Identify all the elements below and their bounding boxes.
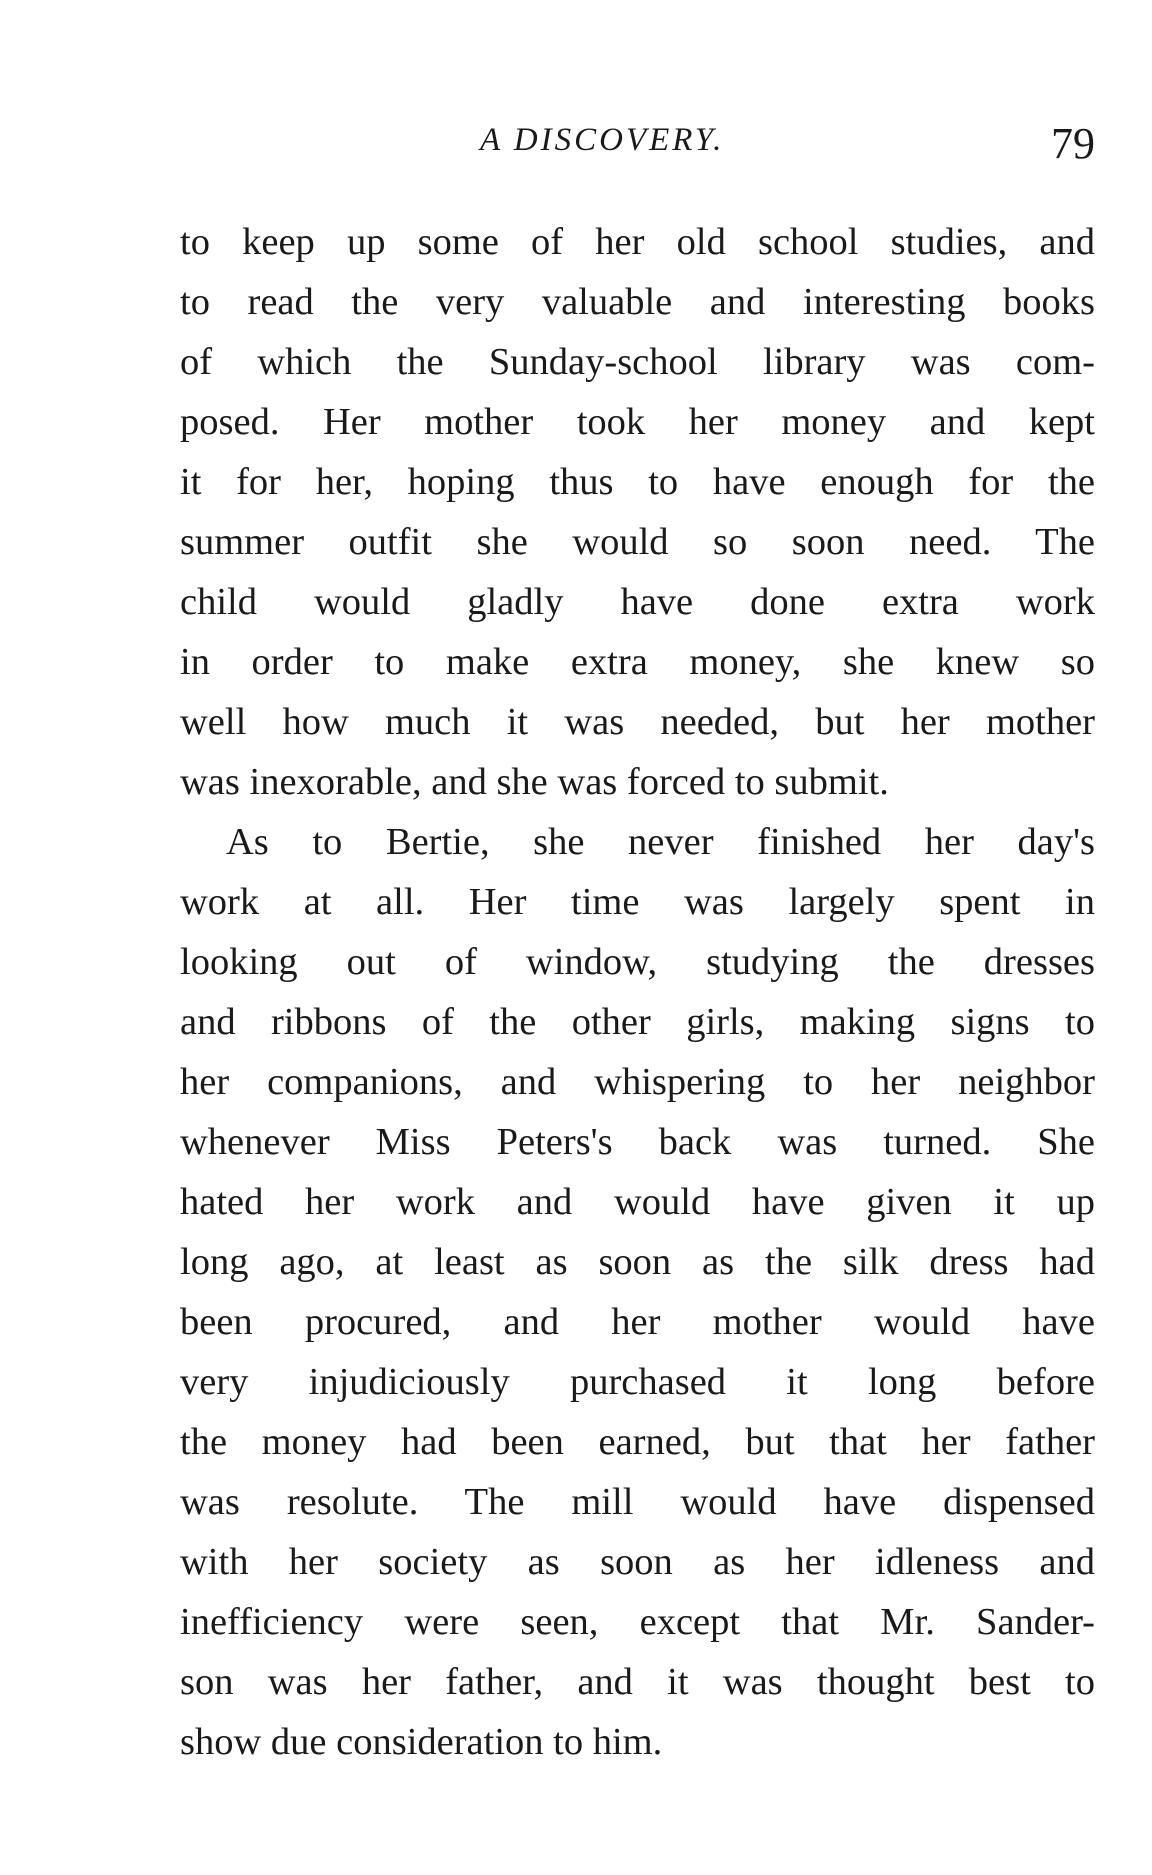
- text-line: been procured, and her mother would have: [180, 1301, 1095, 1343]
- text-line: of which the Sunday-school library was com-: [180, 341, 1095, 383]
- text-line: show due consideration to him.: [180, 1721, 663, 1763]
- text-line: As to Bertie, she never finished her day's: [226, 821, 1095, 863]
- text-line: was resolute. The mill would have dispensed: [180, 1481, 1095, 1523]
- text-line: summer outfit she would so soon need. The: [180, 521, 1095, 563]
- text-line: it for her, hoping thus to have enough for the: [180, 461, 1095, 503]
- paragraph-2: [180, 812, 1095, 1772]
- text-line: child would gladly have done extra work: [180, 581, 1095, 623]
- text-line: the money had been earned, but that her father: [180, 1421, 1095, 1463]
- text-line: to read the very valuable and interesting books: [180, 281, 1095, 323]
- running-head: [180, 118, 1095, 178]
- text-line: very injudiciously purchased it long before: [180, 1361, 1095, 1403]
- running-title: A DISCOVERY.: [480, 122, 725, 158]
- text-line: looking out of window, studying the dresses: [180, 941, 1095, 983]
- text-line: whenever Miss Peters's back was turned. She: [180, 1121, 1095, 1163]
- text-line: hated her work and would have given it up: [180, 1181, 1095, 1223]
- text-line: posed. Her mother took her money and kept: [180, 401, 1095, 443]
- text-line: son was her father, and it was thought best to: [180, 1661, 1095, 1703]
- text-line: in order to make extra money, she knew so: [180, 641, 1095, 683]
- page-number: 79: [1051, 119, 1095, 168]
- body-text: [180, 212, 1095, 1772]
- text-line: to keep up some of her old school studies, and: [180, 221, 1095, 263]
- text-line: and ribbons of the other girls, making signs to: [180, 1001, 1095, 1043]
- text-line: inefficiency were seen, except that Mr. Sander-: [180, 1601, 1095, 1643]
- text-line: was inexorable, and she was forced to submit.: [180, 761, 889, 803]
- text-line: her companions, and whispering to her neighbor: [180, 1061, 1095, 1103]
- paragraph-1: [180, 212, 1095, 812]
- text-line: work at all. Her time was largely spent in: [180, 881, 1095, 923]
- text-line: well how much it was needed, but her mother: [180, 701, 1095, 743]
- text-line: long ago, at least as soon as the silk dress had: [180, 1241, 1095, 1283]
- text-line: with her society as soon as her idleness and: [180, 1541, 1095, 1583]
